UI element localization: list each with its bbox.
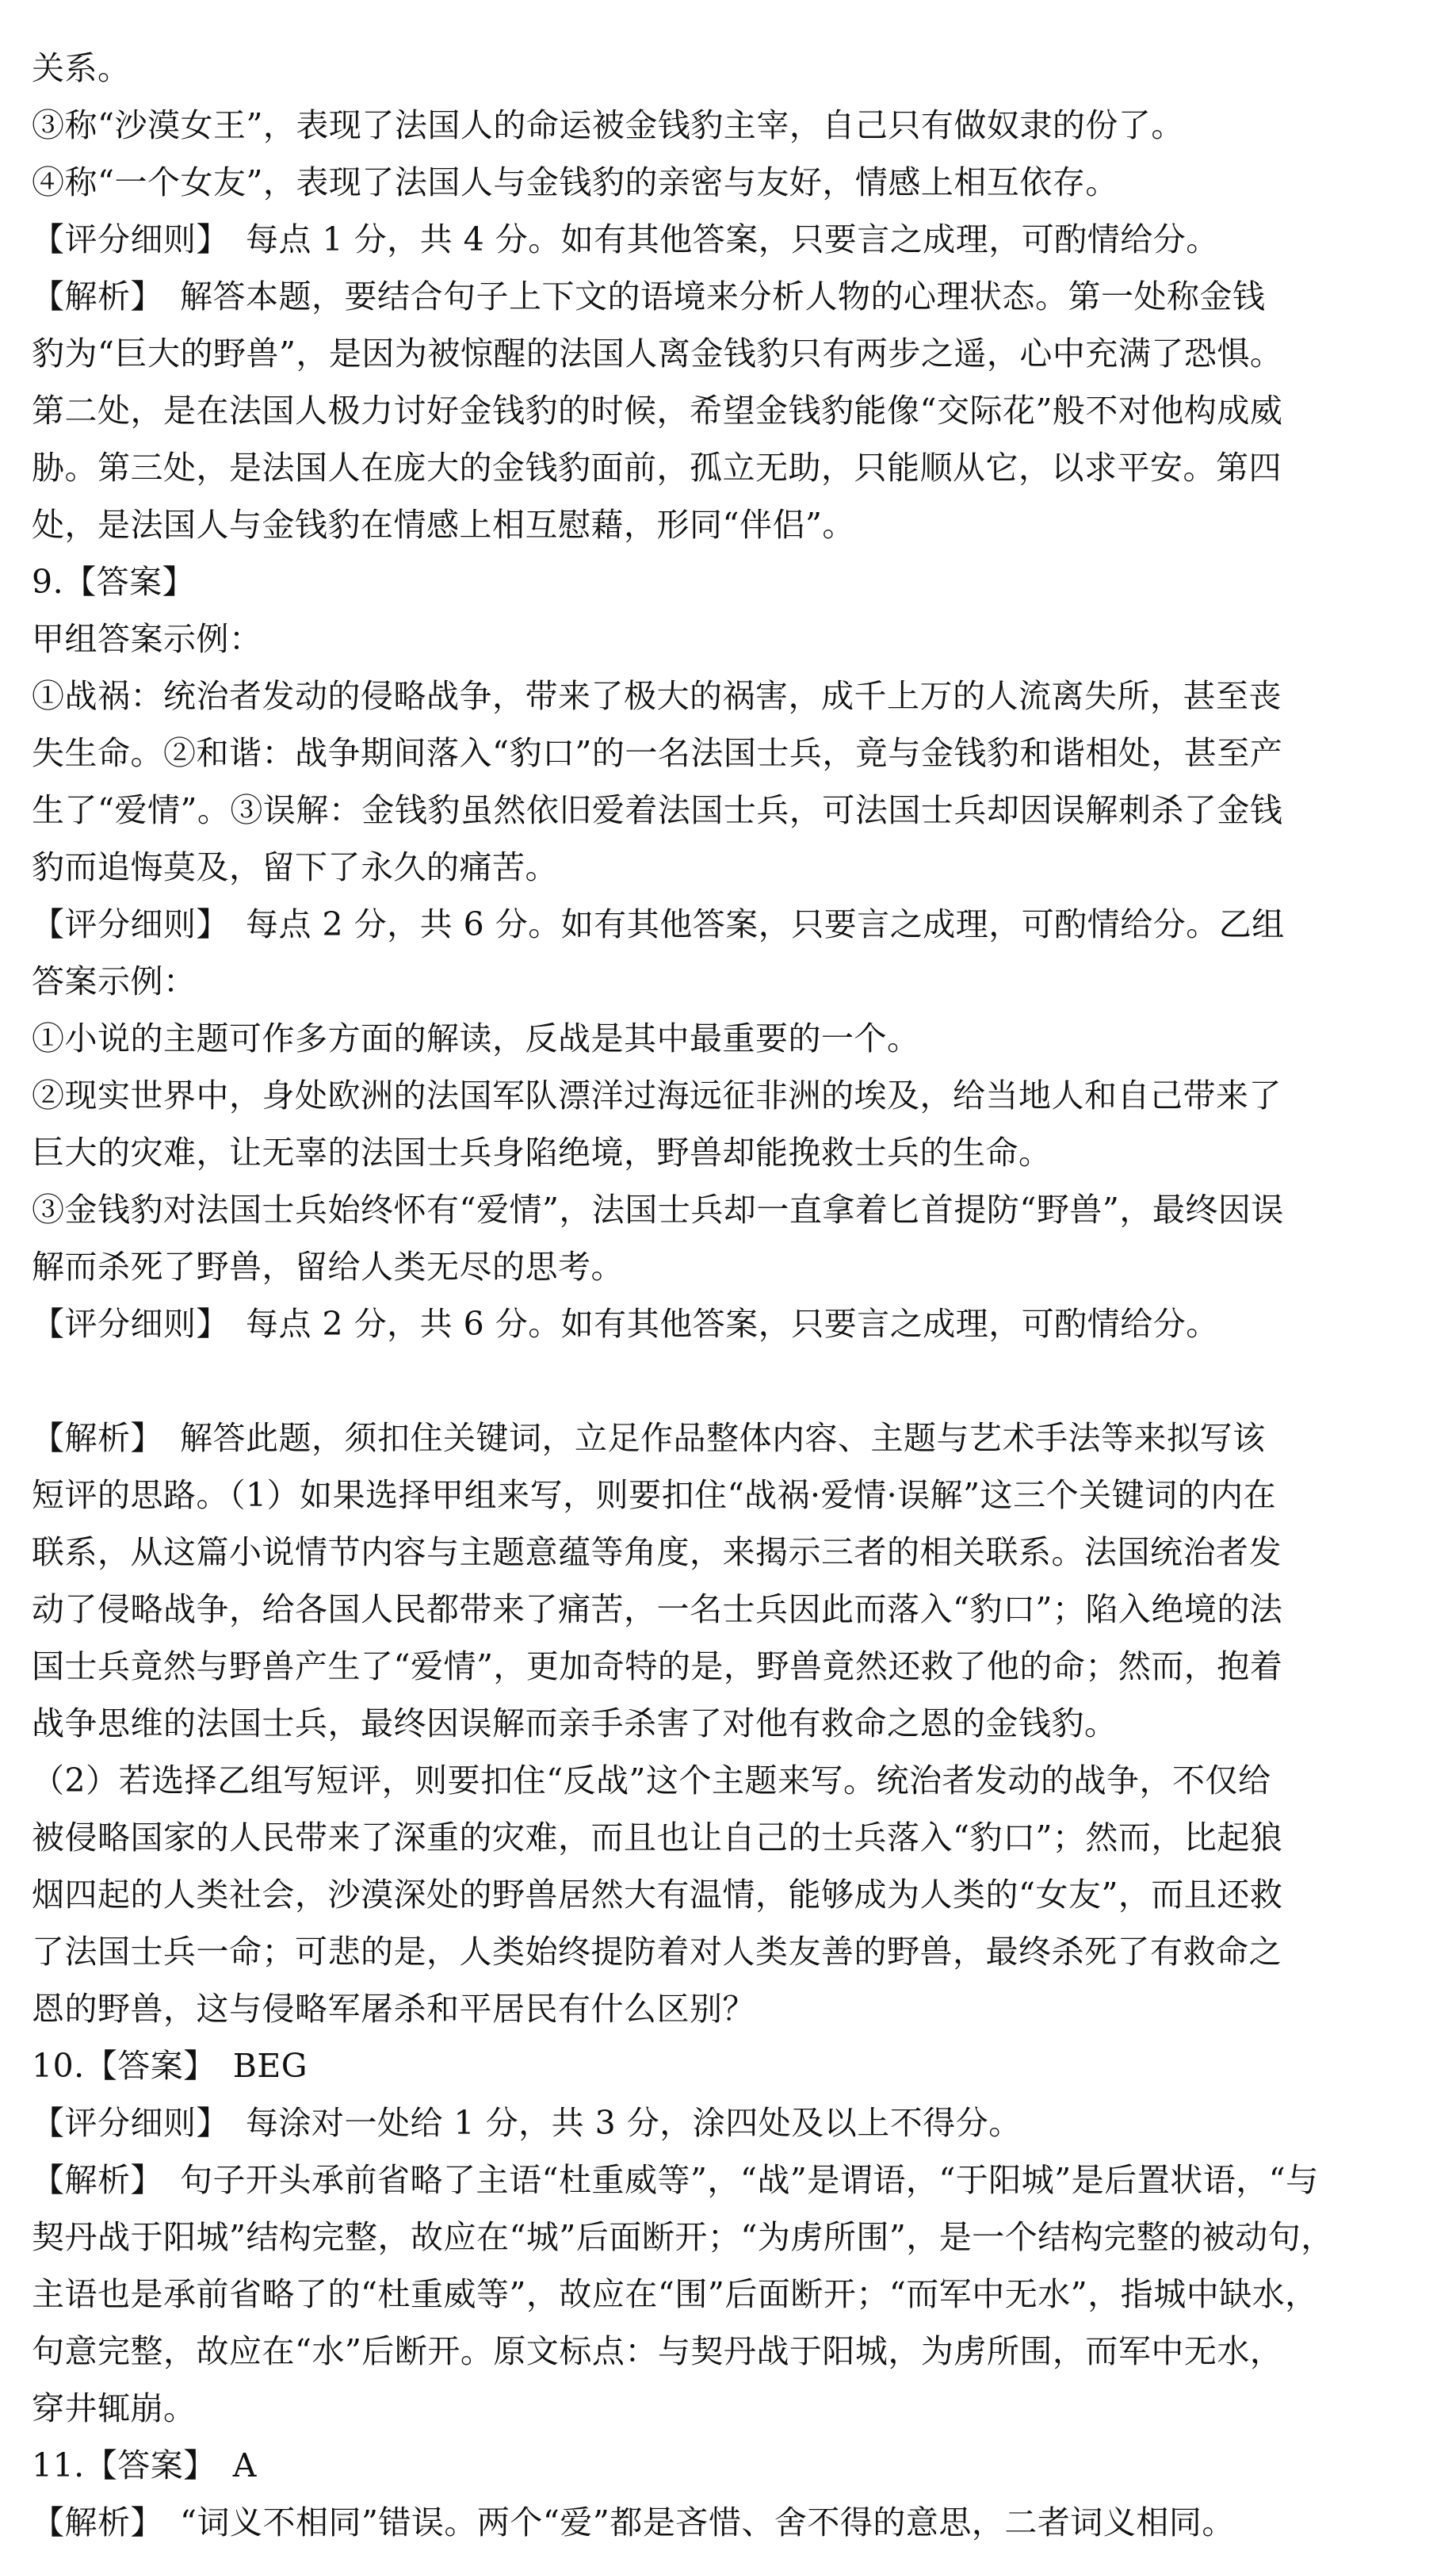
text-line: 主语也是承前省略了的“杜重威等”，故应在“围”后面断开；“而军中无水”，指城中缺水， — [32, 2275, 1318, 2313]
text-line: 【解析】 解答此题，须扣住关键词，立足作品整体内容、主题与艺术手法等来拟写该 — [32, 1419, 1266, 1457]
text-line: 处，是法国人与金钱豹在情感上相互慰藉，形同“伴侣”。 — [32, 506, 855, 544]
text-line: 短评的思路。（1）如果选择甲组来写，则要扣住“战祸·爱情·误解”这三个关键词的内在 — [32, 1476, 1277, 1514]
text-line: 【评分细则】 每点 2 分，共 6 分。如有其他答案，只要言之成理，可酌情给分。乙组 — [32, 905, 1285, 943]
text-line: ②现实世界中，身处欧洲的法国军队漂洋过海远征非洲的埃及，给当地人和自己带来了 — [32, 1077, 1282, 1115]
text-line: 契丹战于阳城”结构完整，故应在“城”后面断开；“为虏所围”，是一个结构完整的被动句， — [32, 2218, 1334, 2256]
text-line: ③称“沙漠女王”，表现了法国人的命运被金钱豹主宰，自己只有做奴隶的份了。 — [32, 106, 1184, 144]
text-line: 烟四起的人类社会，沙漠深处的野兽居然大有温情，能够成为人类的“女友”，而且还救 — [32, 1876, 1283, 1914]
text-line: 国士兵竟然与野兽产生了“爱情”，更加奇特的是，野兽竟然还救了他的命；然而，抱着 — [32, 1647, 1283, 1685]
text-line: 【评分细则】 每点 1 分，共 4 分。如有其他答案，只要言之成理，可酌情给分。 — [32, 220, 1219, 258]
text-line: 关系。 — [32, 49, 131, 87]
text-line: 第二处，是在法国人极力讨好金钱豹的时候，希望金钱豹能像“交际花”般不对他构成威 — [32, 392, 1283, 430]
text-line: ①小说的主题可作多方面的解读，反战是其中最重要的一个。 — [32, 1019, 920, 1057]
text-line: 了法国士兵一命；可悲的是，人类始终提防着对人类友善的野兽，最终杀死了有救命之 — [32, 1933, 1282, 1971]
text-line: 动了侵略战争，给各国人民都带来了痛苦，一名士兵因此而落入“豹口”；陷入绝境的法 — [32, 1590, 1283, 1628]
text-line: 答案示例： — [32, 962, 197, 1000]
text-line: 【评分细则】 每涂对一处给 1 分，共 3 分，涂四处及以上不得分。 — [32, 2104, 1022, 2142]
text-line: 【解析】 句子开头承前省略了主语“杜重威等”，“战”是谓语，“于阳城”是后置状语，“与 — [32, 2161, 1319, 2199]
text-line: 战争思维的法国士兵，最终因误解而亲手杀害了对他有救命之恩的金钱豹。 — [32, 1704, 1118, 1742]
text-line: 恩的野兽，这与侵略军屠杀和平居民有什么区别？ — [32, 1990, 755, 2028]
question-heading: 9.【答案】 — [32, 563, 196, 601]
blank-line — [32, 1352, 1427, 1409]
text-line: ④称“一个女友”，表现了法国人与金钱豹的亲密与友好，情感上相互依存。 — [32, 163, 1118, 201]
text-line: 联系，从这篇小说情节内容与主题意蕴等角度，来揭示三者的相关联系。法国统治者发 — [32, 1533, 1282, 1571]
text-line: ①战祸：统治者发动的侵略战争，带来了极大的祸害，成千上万的人流离失所，甚至丧 — [32, 677, 1282, 715]
text-line: 失生命。②和谐：战争期间落入“豹口”的一名法国士兵，竟与金钱豹和谐相处，甚至产 — [32, 734, 1283, 772]
text-line: 句意完整，故应在“水”后断开。原文标点：与契丹战于阳城，为虏所围，而军中无水， — [32, 2332, 1283, 2370]
text-line: 生了“爱情”。③误解：金钱豹虽然依旧爱着法国士兵，可法国士兵却因误解刺杀了金钱 — [32, 791, 1283, 829]
text-line: 被侵略国家的人民带来了深重的灾难，而且也让自己的士兵落入“豹口”；然而，比起狼 — [32, 1819, 1283, 1857]
text-line: 豹为“巨大的野兽”，是因为被惊醒的法国人离金钱豹只有两步之遥，心中充满了恐惧。 — [32, 335, 1283, 373]
text-line: 甲组答案示例： — [32, 620, 262, 658]
text-line: 豹而追悔莫及，留下了永久的痛苦。 — [32, 848, 558, 886]
text-line: 【解析】 解答本题，要结合句子上下文的语境来分析人物的心理状态。第一处称金钱 — [32, 277, 1266, 316]
text-line: 巨大的灾难，让无辜的法国士兵身陷绝境，野兽却能挽救士兵的生命。 — [32, 1134, 1052, 1172]
text-line: 解而杀死了野兽，留给人类无尽的思考。 — [32, 1248, 624, 1286]
text-line: 胁。第三处，是法国人在庞大的金钱豹面前，孤立无助，只能顺从它，以求平安。第四 — [32, 449, 1282, 487]
text-line: 穿井辄崩。 — [32, 2389, 197, 2427]
text-line: 【评分细则】 每点 2 分，共 6 分。如有其他答案，只要言之成理，可酌情给分。 — [32, 1305, 1219, 1343]
text-line: （2）若选择乙组写短评，则要扣住“反战”这个主题来写。统治者发动的战争，不仅给 — [32, 1761, 1271, 1799]
question-heading: 11.【答案】 A — [32, 2446, 257, 2484]
text-line: 【解析】 “词义不相同”错误。两个“爱”都是吝惜、舍不得的意思，二者词义相同。 — [32, 2503, 1235, 2541]
question-heading: 10.【答案】 BEG — [32, 2047, 308, 2085]
text-line: ③金钱豹对法国士兵始终怀有“爱情”，法国士兵却一直拿着匕首提防“野兽”，最终因误 — [32, 1191, 1284, 1229]
document-body — [32, 40, 1427, 2551]
